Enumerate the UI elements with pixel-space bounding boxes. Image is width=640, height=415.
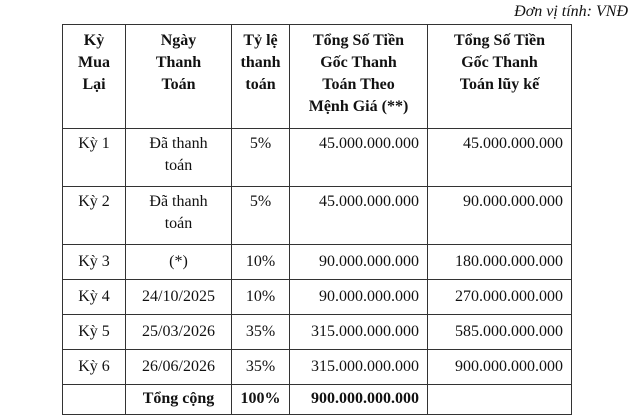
table-row: [63, 350, 572, 385]
period-cell: Kỳ 4: [63, 280, 126, 315]
amount-cell: 90.000.000.000: [290, 280, 428, 315]
header-period: Kỳ Mua Lại: [63, 25, 126, 129]
amount-cell: 315.000.000.000: [290, 350, 428, 385]
date-cell: 25/03/2026: [126, 315, 232, 350]
rate-cell: 5%: [232, 187, 290, 245]
period-cell: Kỳ 2: [63, 187, 126, 245]
date-cell: (*): [126, 245, 232, 280]
total-label: Tổng cộng: [126, 385, 232, 415]
amount-cell: 45.000.000.000: [290, 187, 428, 245]
period-cell: Kỳ 3: [63, 245, 126, 280]
header-payment-date: Ngày Thanh Toán: [126, 25, 232, 129]
table-row: [63, 245, 572, 280]
header-principal-amount: Tổng Số Tiền Gốc Thanh Toán Theo Mệnh Giá (**): [290, 25, 428, 129]
period-cell: Kỳ 5: [63, 315, 126, 350]
total-empty-cell: [63, 385, 126, 415]
period-cell: Kỳ 6: [63, 350, 126, 385]
total-row: [63, 385, 572, 415]
total-amount: 900.000.000.000: [290, 385, 428, 415]
date-cell: Đã thanh toán: [126, 129, 232, 187]
period-cell: Kỳ 1: [63, 129, 126, 187]
amount-cell: 45.000.000.000: [290, 129, 428, 187]
header-row: [63, 25, 572, 129]
unit-label: Đơn vị tính: VNĐ: [514, 3, 628, 20]
date-cell: 24/10/2025: [126, 280, 232, 315]
rate-cell: 35%: [232, 350, 290, 385]
cumulative-cell: 180.000.000.000: [428, 245, 572, 280]
payment-schedule-table: [62, 24, 572, 415]
table-row: [63, 129, 572, 187]
cumulative-cell: 270.000.000.000: [428, 280, 572, 315]
cumulative-cell: 900.000.000.000: [428, 350, 572, 385]
amount-cell: 315.000.000.000: [290, 315, 428, 350]
table-row: [63, 187, 572, 245]
header-cumulative-amount: Tổng Số Tiền Gốc Thanh Toán lũy kế: [428, 25, 572, 129]
date-cell: 26/06/2026: [126, 350, 232, 385]
rate-cell: 5%: [232, 129, 290, 187]
header-payment-rate: Tỷ lệ thanh toán: [232, 25, 290, 129]
table-row: [63, 280, 572, 315]
rate-cell: 10%: [232, 280, 290, 315]
total-rate: 100%: [232, 385, 290, 415]
rate-cell: 35%: [232, 315, 290, 350]
rate-cell: 10%: [232, 245, 290, 280]
cumulative-cell: 585.000.000.000: [428, 315, 572, 350]
total-cumulative-empty-cell: [428, 385, 572, 415]
amount-cell: 90.000.000.000: [290, 245, 428, 280]
table-row: [63, 315, 572, 350]
cumulative-cell: 45.000.000.000: [428, 129, 572, 187]
date-cell: Đã thanh toán: [126, 187, 232, 245]
cumulative-cell: 90.000.000.000: [428, 187, 572, 245]
